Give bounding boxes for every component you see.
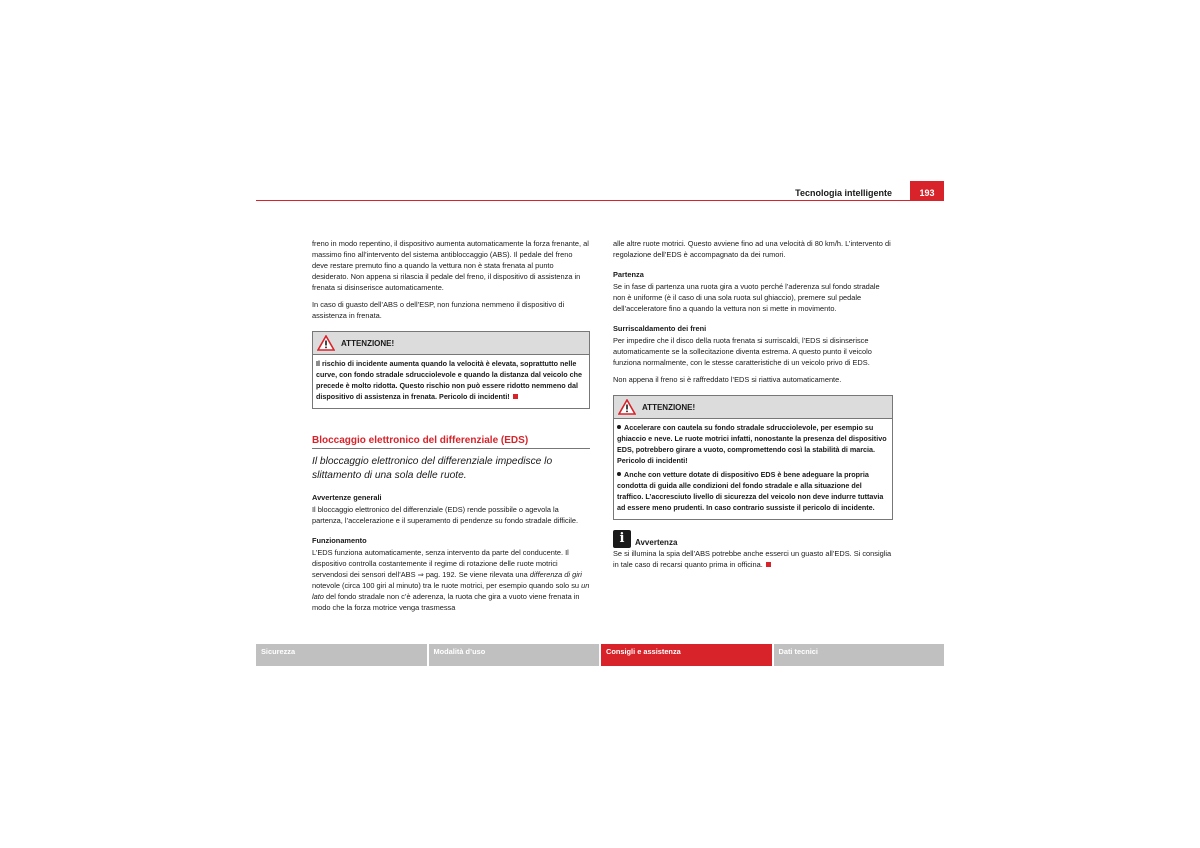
note-label: Avvertenza — [635, 537, 678, 547]
text-run: Se si illumina la spia dell’ABS potrebbe anche esserci un guasto all’EDS. Si consiglia in tale caso di recarsi quanto prima in officina. — [613, 549, 892, 569]
subheading: Funzionamento — [312, 536, 367, 545]
paragraph: Il bloccaggio elettronico del differenziale (EDS) rende possibile o agevola la partenza, l’accelerazione e il superamento di pendenze su fondo stradale difficile. — [312, 505, 579, 525]
tab-dati-tecnici[interactable]: Dati tecnici — [774, 644, 945, 666]
text-run: notevole (circa 100 giri al minuto) tra le ruote motrici, per esempio quando solo su — [312, 581, 582, 590]
right-column — [613, 238, 893, 576]
subheading: Avvertenze generali — [312, 493, 382, 502]
warning-bullet — [617, 469, 888, 513]
paragraph: Se in fase di partenza una ruota gira a vuoto perché l’aderenza sul fondo stradale non è uniforme (è il caso di una sola ruota sul ghiaccio), premere sul pedale dell’acceleratore fino a quando la vettura non si mette in movimento. — [613, 282, 880, 313]
info-icon: i — [613, 530, 631, 548]
warning-body — [313, 355, 589, 408]
warning-text: Anche con vetture dotate di dispositivo EDS è bene adeguare la propria condotta di guida alle condizioni del fondo stradale e alla situazione del traffico. L’accresciuto livello di sicurezza del veicolo non deve indurre tuttavia ad essere meno prudenti. In caso contrario sussiste il pericolo di incidente. — [617, 470, 884, 512]
warning-box — [613, 395, 893, 520]
end-marker-icon — [513, 394, 518, 399]
header-rule — [256, 200, 944, 201]
tab-sicurezza[interactable]: Sicurezza — [256, 644, 427, 666]
subheading: Surriscaldamento dei freni — [613, 324, 707, 333]
emphasis: differenza di giri — [529, 570, 582, 579]
warning-header — [614, 396, 892, 419]
warning-body — [614, 419, 892, 519]
warning-text: Il rischio di incidente aumenta quando la velocità è elevata, soprattutto nelle curve, con fondo stradale sdrucciolevole e quando la distanza dal veicolo che precede è molto ridotta. Questo rischio non può essere ridotto nemmeno dal dispositivo di assistenza in frenata. Pericolo di incidenti! — [316, 359, 583, 401]
page-number: 193 — [910, 181, 944, 201]
warning-header — [313, 332, 589, 355]
warning-triangle-icon — [618, 399, 636, 415]
section-rule — [312, 448, 590, 449]
paragraph: freno in modo repentino, il dispositivo aumenta automaticamente la forza frenante, al massimo fino all’intervento del sistema antibloccaggio (ABS). Il pedale del freno deve restare premuto fino a quando la vettura non è stata frenata al punto desiderato. Non appena si rilascia il pedale del freno, il dispositivo di assistenza in frenata si disinserisce automaticamente. — [312, 239, 589, 292]
paragraph: alle altre ruote motrici. Questo avviene fino ad una velocità di 80 km/h. L’intervento di regolazione dell’EDS è accompagnato da dei rumori. — [613, 239, 891, 259]
bullet-icon — [617, 472, 621, 476]
emphasis: un lato — [312, 581, 590, 601]
warning-triangle-icon — [317, 335, 335, 351]
left-column — [312, 238, 590, 619]
section-lead: Il bloccaggio elettronico del differenziale impedisce lo slittamento di una sola delle ruote. — [312, 456, 553, 481]
end-marker-icon — [766, 562, 771, 567]
section-title: Bloccaggio elettronico del differenziale (EDS) — [312, 435, 529, 446]
text-run: del fondo stradale non c’è aderenza, la ruota che gira a vuoto viene frenata in modo che la forza motrice venga trasmessa — [312, 592, 580, 612]
header-section-title: Tecnologia intelligente — [795, 188, 892, 198]
warning-label: ATTENZIONE! — [642, 402, 696, 412]
warning-box — [312, 331, 590, 409]
warning-label: ATTENZIONE! — [341, 338, 395, 348]
paragraph: Non appena il freno si è raffreddato l’EDS si riattiva automaticamente. — [613, 375, 842, 384]
footer-tabs — [256, 644, 944, 666]
bullet-icon — [617, 425, 621, 429]
text-run: L’EDS funziona automaticamente, senza intervento da parte del conducente. Il dispositivo controlla costantemente il regime di rotazione delle ruote motrici servendosi dei sensori dell’ABS ⇒ pag. 192. Se viene rilevata una — [312, 548, 569, 579]
subheading: Partenza — [613, 270, 644, 279]
paragraph: Per impedire che il disco della ruota frenata si surriscaldi, l’EDS si disinserisce automaticamente se la sollecitazione diventa estrema. A questo punto il veicolo funziona normalmente, con le stesse caratteristiche di un veicolo privo di EDS. — [613, 336, 872, 367]
warning-bullet — [617, 422, 888, 466]
note-header — [613, 530, 893, 548]
note-text — [613, 548, 893, 570]
tab-consigli-assistenza[interactable]: Consigli e assistenza — [601, 644, 772, 666]
warning-text: Accelerare con cautela su fondo stradale sdrucciolevole, per esempio su ghiaccio e neve. Le ruote motrici infatti, nonostante la presenza del dispositivo EDS, potrebbero girare a vuoto, compromettendo così la stabilità di marcia. Pericolo di incidenti! — [617, 423, 887, 465]
paragraph: In caso di guasto dell’ABS o dell’ESP, non funziona nemmeno il dispositivo di assistenza in frenata. — [312, 300, 565, 320]
paragraph — [312, 547, 590, 613]
tab-modalita-uso[interactable]: Modalità d’uso — [429, 644, 600, 666]
